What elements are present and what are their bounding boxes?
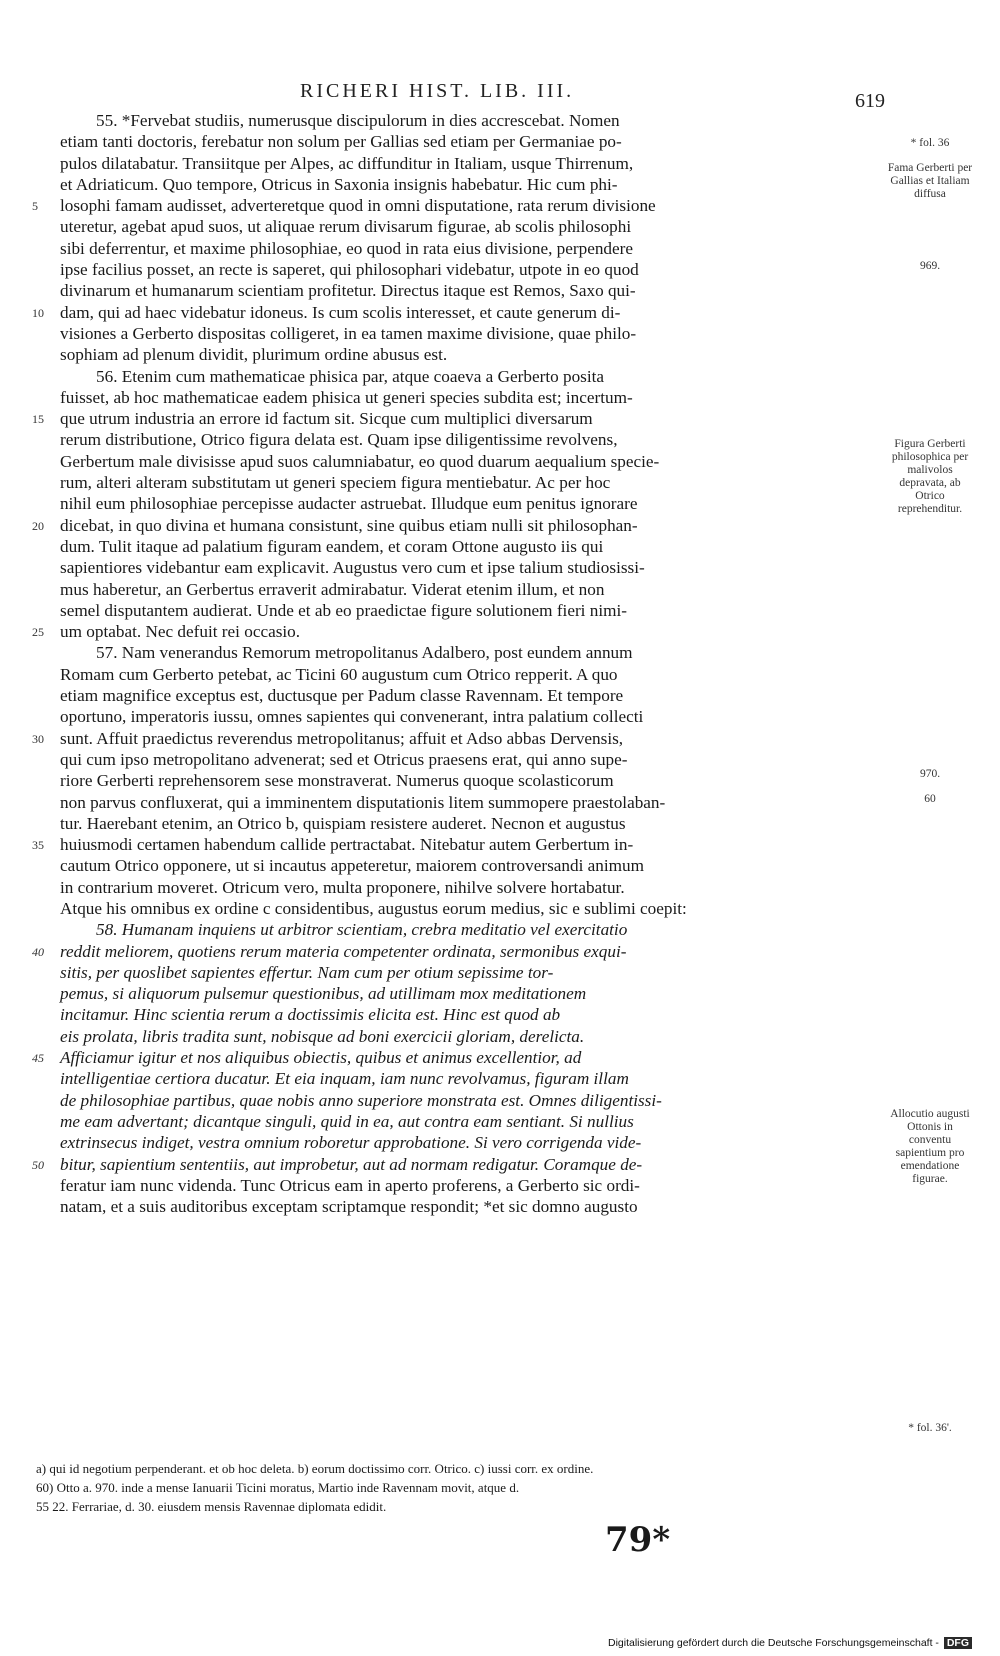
text-line xyxy=(60,387,880,408)
text-line xyxy=(60,1004,880,1025)
line-text: et Adriaticum. Quo tempore, Otricus in Saxonia insignis habebatur. Hic cum phi- xyxy=(60,174,618,194)
line-text: dum. Tulit itaque ad palatium figuram eandem, et coram Ottone augusto iis qui xyxy=(60,536,604,556)
text-line xyxy=(32,834,880,855)
line-text: Afficiamur igitur et nos aliquibus obiectis, quibus et animus excellentior, ad xyxy=(60,1048,582,1068)
margin-note-year-970: 970. xyxy=(919,768,941,780)
text-line xyxy=(60,174,880,195)
line-text: riore Gerberti reprehensorem sese monstraverat. Numerus quoque scolasticorum xyxy=(60,771,614,791)
line-text: bitur, sapientium sententiis, aut improbetur, aut ad normam redigatur. Coramque de- xyxy=(60,1154,643,1174)
page-number: 619 xyxy=(855,90,885,112)
text-line xyxy=(60,238,880,259)
line-number: 5 xyxy=(32,199,38,214)
text-line xyxy=(60,280,880,301)
text-line xyxy=(60,749,880,770)
line-text: incitamur. Hinc scientia rerum a doctissimis elicita est. Hinc est quod ab xyxy=(60,1005,561,1025)
line-text: 55. *Fervebat studiis, numerusque discipulorum in dies accrescebat. Nomen xyxy=(96,111,620,130)
line-text: nihil eum philosophiae percepisse audacter astruebat. Illudque eum penitus ignorare xyxy=(60,494,638,514)
text-line xyxy=(60,642,880,663)
line-text: dam, qui ad haec videbatur idoneus. Is cum scolis interesset, et caute generum di- xyxy=(60,302,621,322)
line-text: sunt. Affuit praedictus reverendus metropolitanus; affuit et Adso abbas Dervensis, xyxy=(60,728,624,748)
line-text: in contrarium moveret. Otricum vero, multa proponere, nihilve solvere hortabatur. xyxy=(60,877,625,897)
line-text: Atque his omnibus ex ordine c considentibus, augustus eorum medius, sic e sublimi coepit: xyxy=(60,898,687,918)
line-text: pulos dilatabatur. Transiitque per Alpes, ac diffunditur in Italiam, usque Thirrenum, xyxy=(60,153,634,173)
line-text: que utrum industria an errore id factum sit. Sicque cum multiplici diversarum xyxy=(60,409,593,429)
text-line xyxy=(60,216,880,237)
line-text: 57. Nam venerandus Remorum metropolitanus Adalbero, post eundem annum xyxy=(96,643,633,663)
line-number: 50 xyxy=(32,1157,44,1172)
text-line xyxy=(60,323,880,344)
line-text: um optabat. Nec defuit rei occasio. xyxy=(60,622,301,642)
line-text: extrinsecus indiget, vestra omnium roboretur approbatione. Si vero corrigenda vide- xyxy=(60,1133,642,1153)
text-line xyxy=(32,941,880,962)
text-line xyxy=(32,195,880,216)
running-header xyxy=(300,80,900,112)
line-text: me eam advertant; dicantque singuli, quid in ea, aut contra eam sentiant. Si nullius xyxy=(60,1111,634,1131)
line-number: 25 xyxy=(32,625,44,640)
text-line xyxy=(60,685,880,706)
text-line xyxy=(60,813,880,834)
line-text: 58. Humanam inquiens ut arbitror scientiam, crebra meditatio vel exercitatio xyxy=(96,920,628,940)
text-line xyxy=(32,621,880,642)
text-line xyxy=(60,1026,880,1047)
text-line xyxy=(60,770,880,791)
text-line xyxy=(60,792,880,813)
text-line xyxy=(32,1154,880,1175)
line-text: pemus, si aliquorum pulsemur questionibus, ad utillimam mox meditationem xyxy=(60,984,587,1004)
line-text: feratur iam nunc videnda. Tunc Otricus eam in aperto proferens, a Gerberto sic ordi- xyxy=(60,1175,640,1195)
text-line xyxy=(60,664,880,685)
text-line xyxy=(60,919,880,940)
margin-note-fol: * fol. 36 xyxy=(910,137,950,149)
line-text: sibi deferrentur, et maxime philosophiae, eo quod in rata eius divisione, perpendere xyxy=(60,238,634,258)
line-number: 15 xyxy=(32,412,44,427)
line-text: tur. Haerebant etenim, an Otrico b, quispiam resistere auderet. Necnon et augustus xyxy=(60,813,626,833)
text-line xyxy=(60,344,880,365)
credit-text: Digitalisierung gefördert durch die Deutsche Forschungsgemeinschaft - xyxy=(608,1637,939,1649)
footnote-60-cont: 55 22. Ferrariae, d. 30. eiusdem mensis Ravennae diplomata edidit. xyxy=(36,1499,387,1514)
line-text: de philosophiae partibus, quae nobis anno superiore monstrata est. Omnes diligentissi- xyxy=(60,1090,662,1110)
line-text: mus haberetur, an Gerbertus erraverit admirabatur. Viderat etenim illum, et non xyxy=(60,579,605,599)
text-line xyxy=(60,706,880,727)
line-text: rum, alteri alteram substitutam ut generi speciem figura mentiebatur. Ac per hoc xyxy=(60,473,611,493)
line-text: sapientiores videbantur eam explicavit. Augustus vero cum et ipse talium studiosissi- xyxy=(60,558,645,578)
text-line xyxy=(60,1175,880,1196)
text-line xyxy=(60,110,880,131)
footnotes xyxy=(36,1459,896,1516)
text-line xyxy=(60,493,880,514)
line-text: fuisset, ab hoc mathematicae eadem phisica ut generi species subdita est; incertum- xyxy=(60,387,633,407)
line-text: sophiam ad plenum dividit, plurimum ordine abusus est. xyxy=(60,345,448,365)
line-text: Gerbertum male divisisse apud suos calumniabatur, eo quod duarum aequalium specie- xyxy=(60,451,660,471)
text-line xyxy=(60,877,880,898)
text-line xyxy=(60,898,880,919)
text-line xyxy=(60,1111,880,1132)
line-text: intelligentiae certiora ducatur. Et eia inquam, iam nunc revolvamus, figuram illam xyxy=(60,1069,629,1089)
text-line xyxy=(60,259,880,280)
line-number: 30 xyxy=(32,731,44,746)
line-text: non parvus confluxerat, qui a imminentem disputationis litem summopere praestolaban- xyxy=(60,792,666,812)
text-line xyxy=(32,1047,880,1068)
line-text: losophi famam audisset, adverteretque quod in omni disputatione, rata rerum divisione xyxy=(60,196,656,216)
text-line xyxy=(60,600,880,621)
line-text: rerum distributione, Otrico figura delata est. Quam ipse diligentissime revolvens, xyxy=(60,430,618,450)
line-text: qui cum ipso metropolitano advenerat; sed et Otricus praesens erat, qui anno supe- xyxy=(60,749,628,769)
text-line xyxy=(60,1068,880,1089)
footnote-abc: a) qui id negotium perpenderant. et ob hoc deleta. b) eorum doctissimo corr. Otrico. c) iussi corr. ex ordine. xyxy=(36,1461,594,1476)
text-line xyxy=(60,153,880,174)
line-text: Romam cum Gerberto petebat, ac Ticini 60 augustum cum Otrico repperit. A quo xyxy=(60,664,618,684)
footnote-60: 60) Otto a. 970. inde a mense Ianuarii Ticini moratus, Martio inde Ravennam movit, atque d. xyxy=(36,1480,520,1495)
main-text xyxy=(32,110,880,1217)
margin-note-fol-36b: * fol. 36'. xyxy=(908,1422,952,1434)
line-text: etiam magnifice exceptus est, ductusque per Padum classe Ravennam. Et tempore xyxy=(60,686,624,706)
text-line xyxy=(32,408,880,429)
line-text: dicebat, in quo divina et humana consistunt, sine quibus etiam nulli sit philosophan- xyxy=(60,515,638,535)
line-text: natam, et a suis auditoribus exceptam scriptamque respondit; *et sic domno augusto xyxy=(60,1197,638,1217)
signature-mark: 79* xyxy=(605,1520,671,1560)
text-line xyxy=(60,1132,880,1153)
line-text: cautum Otrico opponere, ut si incautus appeteretur, maiorem controversandi animum xyxy=(60,856,644,876)
text-line xyxy=(60,962,880,983)
margin-note-year-969: 969. xyxy=(919,260,941,272)
margin-note-figura: Figura Gerberti philosophica per malivolos depravata, ab Otrico reprehenditur. xyxy=(891,438,969,515)
line-text: reddit meliorem, quotiens rerum materia competenter ordinata, sermonibus exqui- xyxy=(60,941,627,961)
text-line xyxy=(60,557,880,578)
line-text: huiusmodi certamen habendum callide pertractabat. Nitebatur autem Gerbertum in- xyxy=(60,835,634,855)
line-text: uteretur, agebat apud suos, ut aliquae rerum divisarum figurae, ab scolis philosophi xyxy=(60,217,632,237)
margin-note-60: 60 xyxy=(924,793,936,805)
line-text: sitis, per quoslibet sapientes effertur. Nam cum per otium sepissime tor- xyxy=(60,962,554,982)
header-title: RICHERI HIST. LIB. III. xyxy=(300,80,575,102)
text-line xyxy=(60,429,880,450)
text-line xyxy=(32,728,880,749)
text-line xyxy=(32,515,880,536)
line-number: 45 xyxy=(32,1051,44,1066)
line-number: 40 xyxy=(32,944,44,959)
text-line xyxy=(60,855,880,876)
text-line xyxy=(60,536,880,557)
text-line xyxy=(60,579,880,600)
dfg-logo: DFG xyxy=(944,1637,972,1649)
line-text: etiam tanti doctoris, ferebatur non solum per Gallias sed etiam per Germaniae po- xyxy=(60,132,622,152)
text-line xyxy=(32,302,880,323)
digitization-credit xyxy=(608,1637,1000,1656)
line-text: 56. Etenim cum mathematicae phisica par, atque coaeva a Gerberto posita xyxy=(96,366,605,386)
line-number: 10 xyxy=(32,305,44,320)
margin-note-allocutio: Allocutio augusti Ottonis in conventu sapientium pro emendatione figurae. xyxy=(890,1108,970,1185)
line-text: visiones a Gerberto dispositas colligeret, in ea tamen maxime divisione, quae philo- xyxy=(60,323,637,343)
text-line xyxy=(60,983,880,1004)
line-text: eis prolata, libris tradita sunt, nobisque ad boni exercicii gloriam, derelicta. xyxy=(60,1026,585,1046)
text-line xyxy=(60,1196,880,1217)
line-text: divinarum et humanarum scientiam profitetur. Directus itaque est Remos, Saxo qui- xyxy=(60,281,636,301)
line-text: ipse facilius posset, an recte is saperet, qui philosophari videbatur, utpote in eo quod xyxy=(60,260,639,280)
line-text: oportuno, imperatoris iussu, omnes sapientes qui convenerant, intra palatium collecti xyxy=(60,707,644,727)
text-line xyxy=(60,366,880,387)
line-number: 35 xyxy=(32,838,44,853)
text-line xyxy=(60,131,880,152)
text-line xyxy=(60,1090,880,1111)
margin-note-fama: Fama Gerberti per Gallias et Italiam diffusa xyxy=(887,162,973,200)
text-line xyxy=(60,451,880,472)
line-number: 20 xyxy=(32,518,44,533)
text-line xyxy=(60,472,880,493)
line-text: semel disputantem audierat. Unde et ab eo praedictae figure solutionem fieri nimi- xyxy=(60,600,627,620)
